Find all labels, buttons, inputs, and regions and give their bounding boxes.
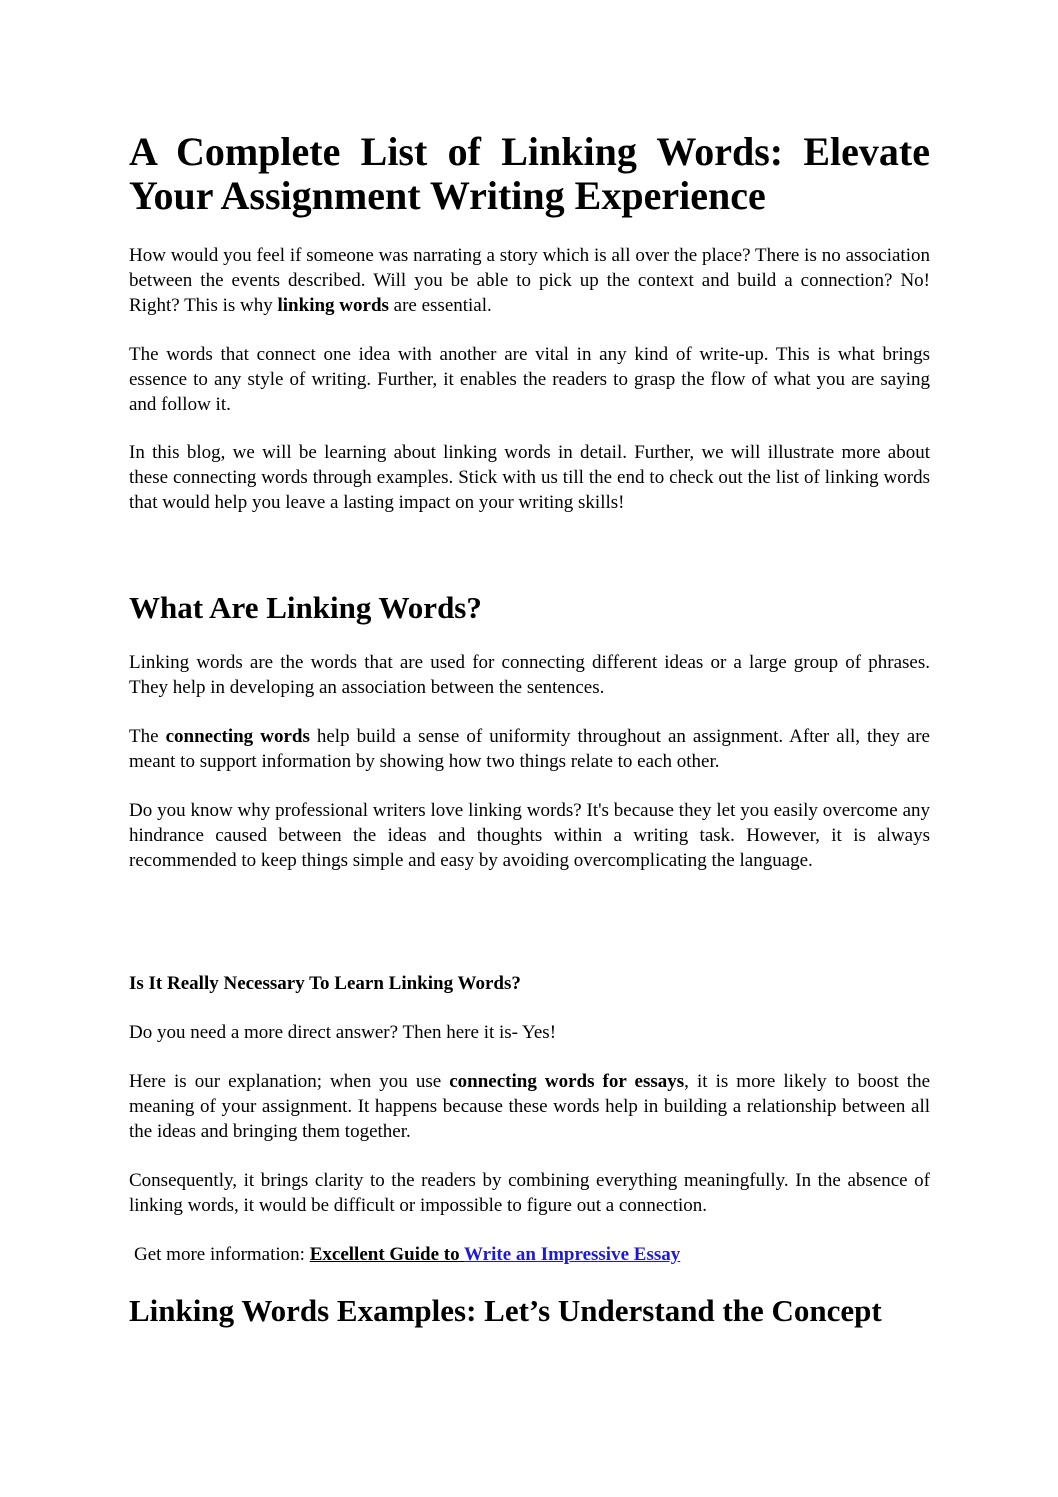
section2-p2-text-a: Here is our explanation; when you use [129,1071,450,1092]
section-heading-what-are-linking-words: What Are Linking Words? [129,590,482,625]
intro-paragraph-3: In this blog, we will be learning about linking words in detail. Further, we will illustrate more about these connecting words through examples. Stick with us till the end to check out the list of linking words that would help you leave a lasting impact on your writing skills! [129,442,930,513]
section2-paragraph-2 [129,1069,930,1144]
section1-paragraph-2 [129,724,930,774]
intro-text-b: are essential. [388,295,492,316]
section1-bold-connecting-words: connecting words [165,726,310,747]
section2-paragraph-3: Consequently, it brings clarity to the readers by combining everything meaningfully. In the absence of linking words, it would be difficult or impossible to figure out a connection. [129,1170,930,1216]
document-title [129,130,930,218]
intro-paragraph-2: The words that connect one idea with another are vital in any kind of write-up. This is what brings essence to any style of writing. Further, it enables the readers to grasp the flow of what you are saying and follow it. [129,344,930,415]
section2-p2-text-b: , it is more likely to boost the meaning of your assignment. It happens because these words help in building a relationship between all the ideas and bringing them together. [129,1071,931,1142]
section1-p2-text-a: The [129,726,166,747]
section1-p2-text-b: help build a sense of uniformity throughout an assignment. After all, they are meant to support information by showing how two things relate to each other. [129,726,930,772]
intro-paragraph-1 [129,243,930,318]
section1-paragraph-1: Linking words are the words that are used for connecting different ideas or a large group of phrases. They help in developing an association between the sentences. [129,652,930,698]
section2-paragraph-1: Do you need a more direct answer? Then here it is- Yes! [129,1022,557,1043]
write-impressive-essay-link[interactable]: Write an Impressive Essay [464,1244,681,1265]
more-info-prefix: Get more information: [134,1244,310,1265]
intro-bold-linking-words: linking words [277,295,389,316]
section2-bold-connecting-words-for-essays: connecting words for essays [449,1071,685,1092]
section-heading-is-it-necessary: Is It Really Necessary To Learn Linking Words? [129,973,521,994]
section-heading-linking-words-examples: Linking Words Examples: Let’s Understand the Concept [129,1293,882,1328]
title-line-2: Your Assignment Writing Experience [129,173,766,218]
title-line-1: A Complete List of Linking Words: Elevate [129,129,930,174]
more-info-guide-text[interactable]: Excellent Guide to [309,1244,465,1265]
section1-paragraph-3: Do you know why professional writers love linking words? It's because they let you easily overcome any hindrance caused between the ideas and thoughts within a writing task. However, it is always recommended to keep things simple and easy by avoiding overcomplicating the language. [129,800,930,871]
intro-text-a: How would you feel if someone was narrating a story which is all over the place? There is no association between the events described. Will you be able to pick up the context and build a connection? No! Right? This is why [129,245,930,316]
more-info-line [134,1242,680,1267]
